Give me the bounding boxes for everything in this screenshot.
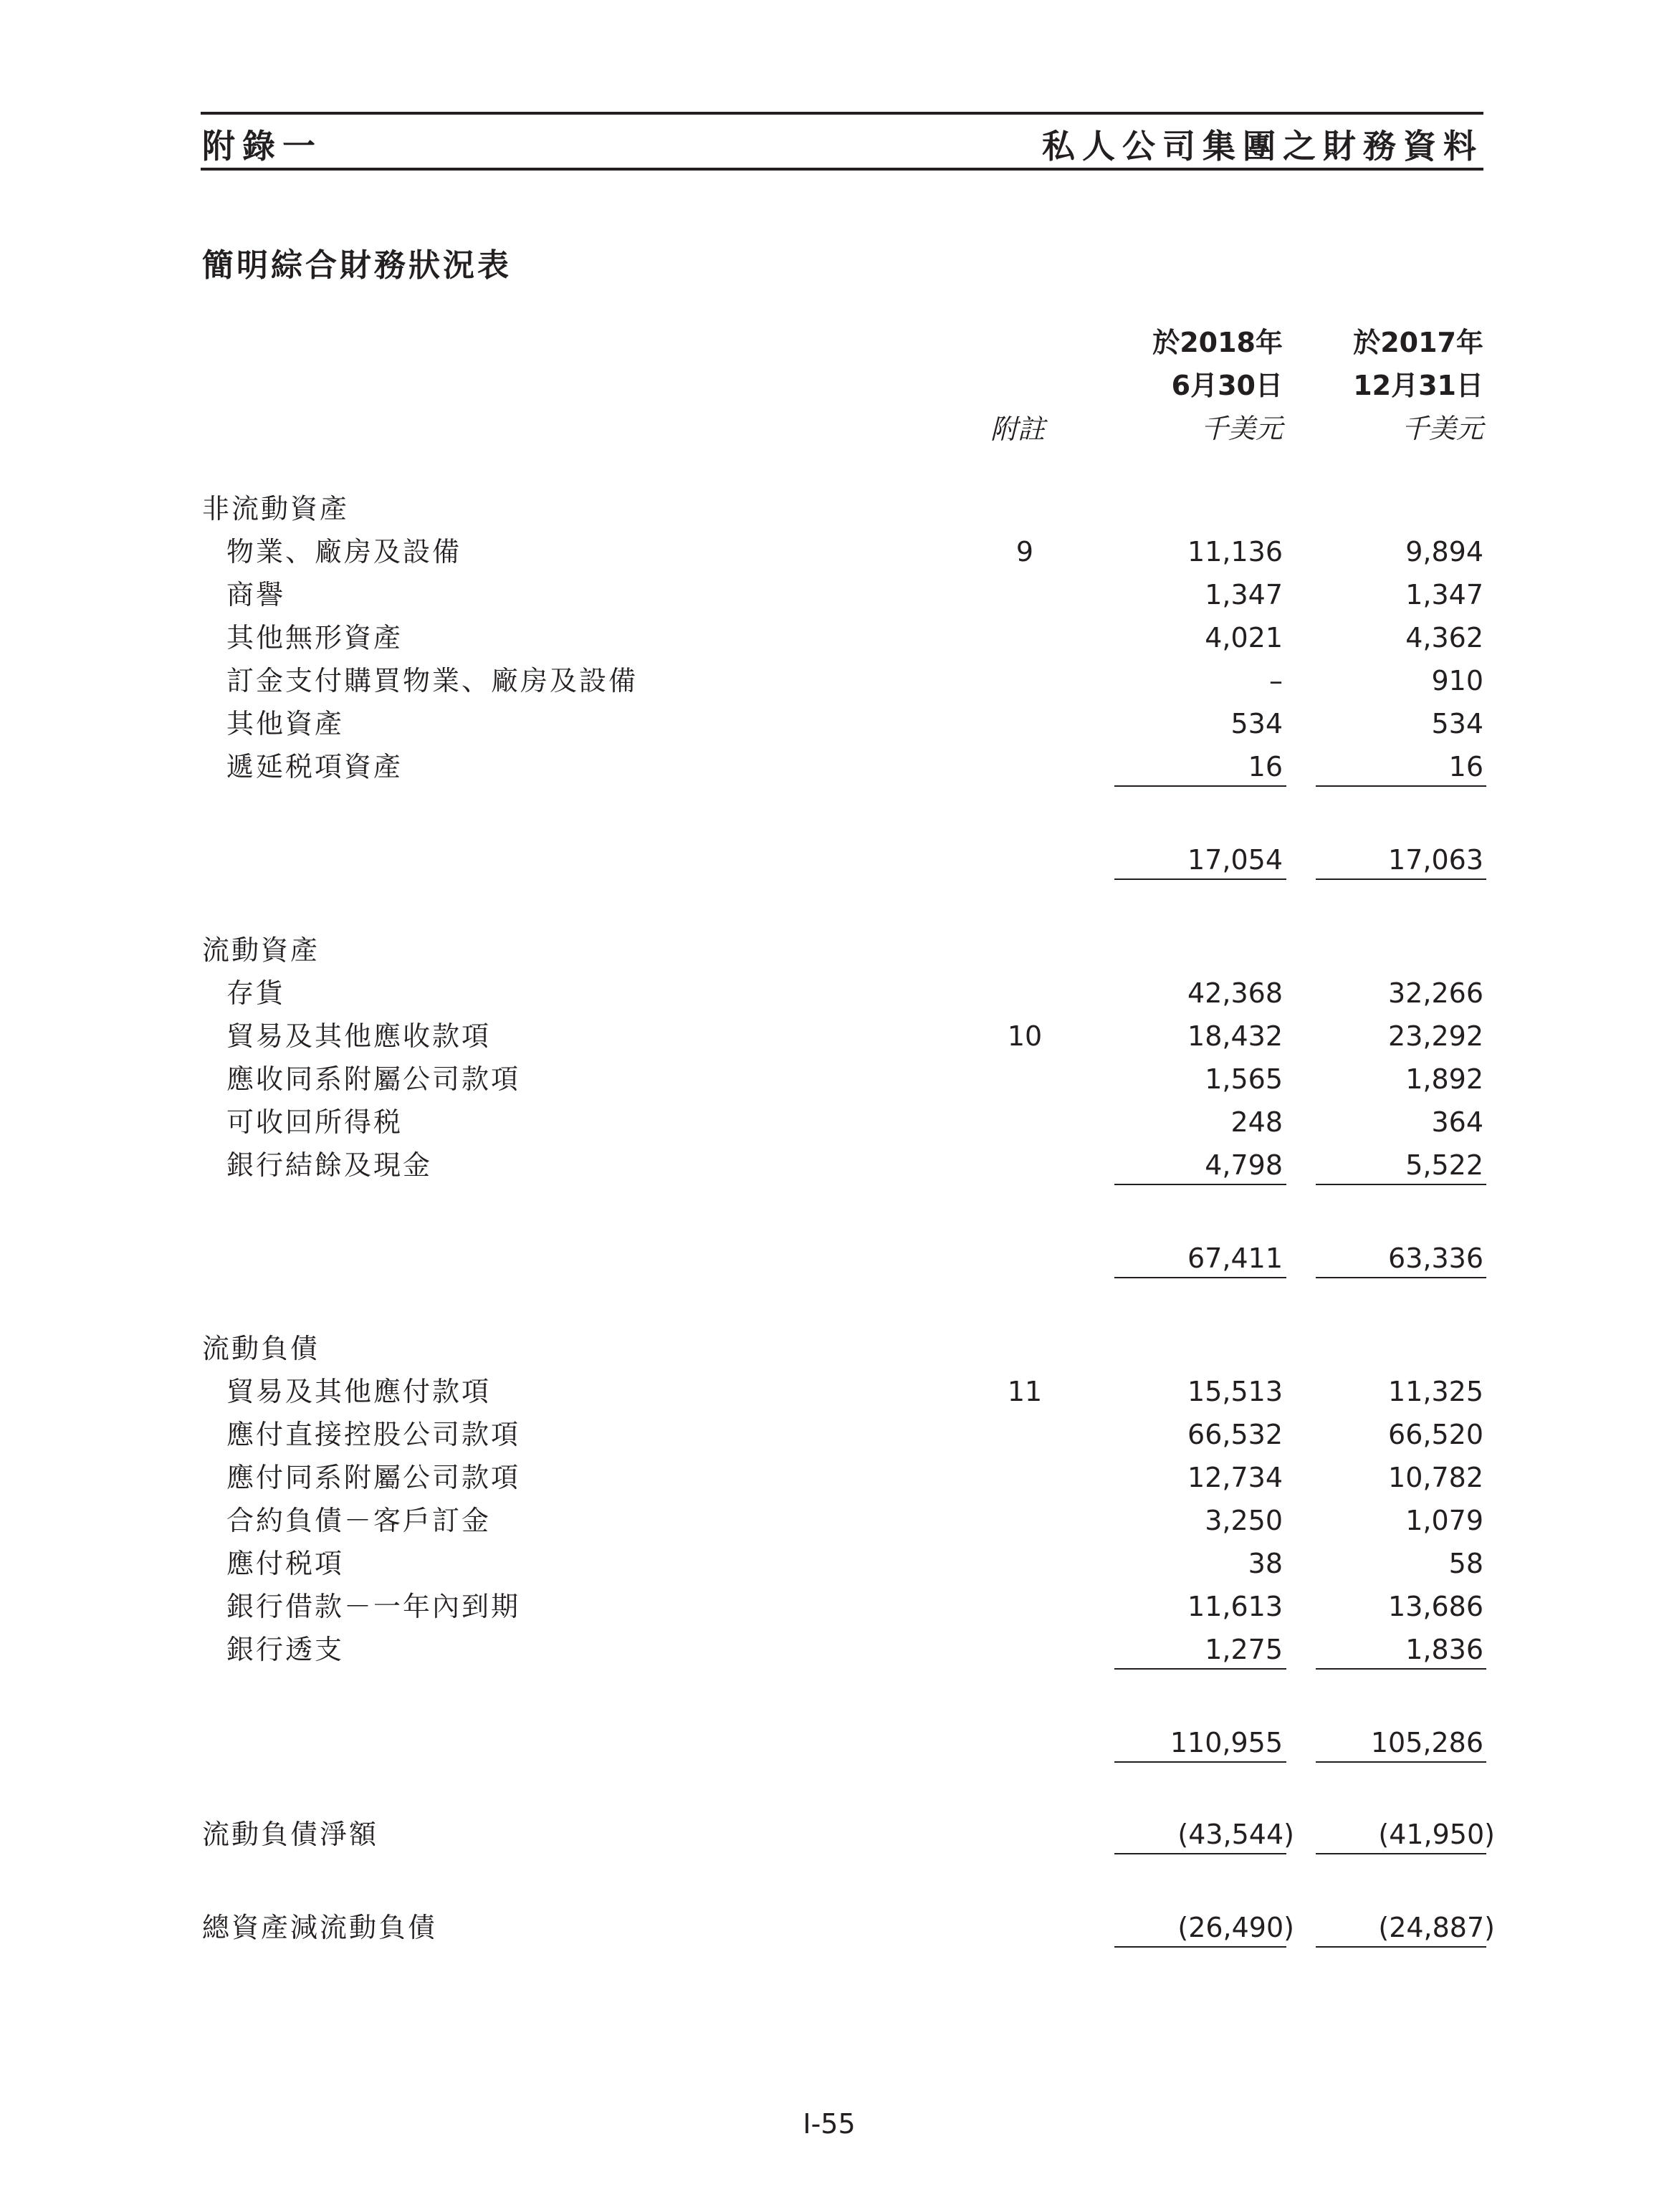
net-current-liabilities-row xyxy=(0,1813,1659,1856)
section-header-title: 私人公司集團之財務資料 xyxy=(1042,127,1483,166)
row-label: 流動負債淨額 xyxy=(202,1819,379,1850)
row-value-2018: 38 xyxy=(1248,1548,1283,1579)
row-label: 訂金支付購買物業、廠房及設備 xyxy=(226,665,639,696)
row-value-2017: 1,836 xyxy=(1405,1634,1483,1665)
total-value-2017: 63,336 xyxy=(1388,1243,1483,1274)
total-value-2017: 105,286 xyxy=(1370,1727,1483,1758)
row-label: 銀行結餘及現金 xyxy=(226,1149,433,1181)
row-note: 10 xyxy=(1007,1020,1043,1052)
statement-title: 簡明綜合財務狀況表 xyxy=(202,247,512,284)
table-row xyxy=(0,1101,1659,1144)
row-value-2018: (26,490) xyxy=(1177,1912,1294,1943)
column-header-2017 xyxy=(1304,321,1483,450)
row-value-2018: – xyxy=(1269,665,1283,696)
header-top-rule xyxy=(201,112,1483,115)
row-value-2017: 9,894 xyxy=(1405,536,1483,568)
subtotal-rule xyxy=(1316,785,1486,787)
row-value-2017: 11,325 xyxy=(1388,1376,1483,1407)
subtotal-rule xyxy=(1114,1668,1286,1670)
section-heading-non-current-assets xyxy=(0,487,1659,530)
table-row xyxy=(0,573,1659,616)
total-rule xyxy=(1316,878,1486,880)
row-value-2018: 248 xyxy=(1230,1106,1283,1138)
table-row xyxy=(0,972,1659,1015)
subtotal-rule xyxy=(1114,1184,1286,1185)
table-row xyxy=(0,1456,1659,1499)
table-row xyxy=(0,1015,1659,1058)
section-heading-current-assets xyxy=(0,929,1659,972)
row-value-2017: 32,266 xyxy=(1388,977,1483,1009)
table-row xyxy=(0,745,1659,788)
row-value-2018: 11,613 xyxy=(1187,1591,1283,1622)
total-rule xyxy=(1316,1946,1486,1948)
row-value-2017: 13,686 xyxy=(1388,1591,1483,1622)
row-label: 貿易及其他應收款項 xyxy=(226,1020,492,1052)
column-2017-date-line2: 12月31日 xyxy=(1353,370,1483,401)
subtotal-rule xyxy=(1316,1184,1486,1185)
subtotal-rule xyxy=(1316,1668,1486,1670)
row-label: 總資產減流動負債 xyxy=(202,1912,438,1943)
column-2018-unit: 千美元 xyxy=(1200,413,1283,444)
row-value-2018: 3,250 xyxy=(1205,1505,1283,1536)
row-value-2017: 1,347 xyxy=(1405,579,1483,611)
row-value-2018: 1,347 xyxy=(1205,579,1283,611)
section-total-row xyxy=(0,1721,1659,1764)
total-rule xyxy=(1114,1853,1286,1854)
column-2017-date-line1: 於2017年 xyxy=(1353,327,1483,358)
table-row xyxy=(0,616,1659,659)
table-row xyxy=(0,1413,1659,1456)
row-value-2017: 66,520 xyxy=(1388,1419,1483,1450)
row-value-2018: 4,021 xyxy=(1205,622,1283,653)
row-value-2018: 12,734 xyxy=(1187,1462,1283,1493)
row-value-2017: (24,887) xyxy=(1378,1912,1495,1943)
row-value-2018: 11,136 xyxy=(1187,536,1283,568)
row-value-2018: (43,544) xyxy=(1177,1819,1294,1850)
row-value-2017: 4,362 xyxy=(1405,622,1483,653)
row-value-2018: 66,532 xyxy=(1187,1419,1283,1450)
column-2018-date-line1: 於2018年 xyxy=(1152,327,1283,358)
note-column-header: 附註 xyxy=(990,413,1045,445)
total-value-2018: 17,054 xyxy=(1187,844,1283,876)
row-note: 11 xyxy=(1007,1376,1043,1407)
row-value-2017: 910 xyxy=(1431,665,1483,696)
row-label: 可收回所得税 xyxy=(226,1106,403,1138)
section-heading-label: 流動資產 xyxy=(202,934,320,966)
header-bottom-rule xyxy=(201,168,1483,171)
row-label: 物業、廠房及設備 xyxy=(226,536,462,568)
row-value-2017: 364 xyxy=(1431,1106,1483,1138)
section-heading-current-liabilities xyxy=(0,1327,1659,1370)
row-value-2017: (41,950) xyxy=(1378,1819,1495,1850)
section-heading-label: 非流動資產 xyxy=(202,493,350,525)
table-row xyxy=(0,659,1659,702)
row-label: 應付同系附屬公司款項 xyxy=(226,1462,521,1493)
row-label: 應付直接控股公司款項 xyxy=(226,1419,521,1450)
total-rule xyxy=(1114,1946,1286,1948)
row-value-2018: 4,798 xyxy=(1205,1149,1283,1181)
total-value-2018: 110,955 xyxy=(1170,1727,1283,1758)
table-row xyxy=(0,1585,1659,1628)
section-heading-label: 流動負債 xyxy=(202,1333,320,1364)
total-assets-less-current-liabilities-row xyxy=(0,1906,1659,1949)
row-value-2017: 1,079 xyxy=(1405,1505,1483,1536)
total-rule xyxy=(1316,1761,1486,1763)
row-label: 遞延税項資產 xyxy=(226,751,403,782)
appendix-label: 附錄一 xyxy=(202,127,322,166)
row-value-2017: 58 xyxy=(1448,1548,1483,1579)
column-header-2018 xyxy=(1104,321,1283,450)
total-rule xyxy=(1114,878,1286,880)
row-label: 銀行透支 xyxy=(226,1634,345,1665)
row-label: 存貨 xyxy=(226,977,286,1009)
total-value-2018: 67,411 xyxy=(1187,1243,1283,1274)
row-note: 9 xyxy=(1015,536,1034,568)
section-total-row xyxy=(0,1237,1659,1280)
total-rule xyxy=(1114,1277,1286,1278)
row-label: 合約負債－客戶訂金 xyxy=(226,1505,492,1536)
row-label: 其他無形資產 xyxy=(226,622,403,653)
row-value-2017: 534 xyxy=(1431,708,1483,739)
row-value-2017: 10,782 xyxy=(1388,1462,1483,1493)
section-total-row xyxy=(0,838,1659,881)
column-2018-date-line2: 6月30日 xyxy=(1171,370,1283,401)
page-number: I-55 xyxy=(803,2108,856,2140)
row-value-2018: 16 xyxy=(1248,751,1283,782)
row-value-2018: 42,368 xyxy=(1187,977,1283,1009)
total-rule xyxy=(1316,1853,1486,1854)
row-label: 應付税項 xyxy=(226,1548,345,1579)
row-value-2018: 15,513 xyxy=(1187,1376,1283,1407)
row-value-2017: 23,292 xyxy=(1388,1020,1483,1052)
row-value-2017: 16 xyxy=(1448,751,1483,782)
table-row xyxy=(0,702,1659,745)
total-rule xyxy=(1114,1761,1286,1763)
row-label: 貿易及其他應付款項 xyxy=(226,1376,492,1407)
table-row xyxy=(0,1144,1659,1187)
table-row xyxy=(0,530,1659,573)
row-label: 其他資產 xyxy=(226,708,345,739)
row-value-2018: 534 xyxy=(1230,708,1283,739)
column-2017-unit: 千美元 xyxy=(1401,413,1483,444)
table-row xyxy=(0,1370,1659,1413)
total-rule xyxy=(1316,1277,1486,1278)
total-value-2017: 17,063 xyxy=(1388,844,1483,876)
table-row xyxy=(0,1542,1659,1585)
table-row xyxy=(0,1628,1659,1671)
row-value-2018: 1,565 xyxy=(1205,1063,1283,1095)
row-label: 應收同系附屬公司款項 xyxy=(226,1063,521,1095)
table-row xyxy=(0,1499,1659,1542)
row-value-2018: 1,275 xyxy=(1205,1634,1283,1665)
row-label: 商譽 xyxy=(226,579,286,611)
subtotal-rule xyxy=(1114,785,1286,787)
row-value-2018: 18,432 xyxy=(1187,1020,1283,1052)
row-label: 銀行借款－一年內到期 xyxy=(226,1591,521,1622)
row-value-2017: 5,522 xyxy=(1405,1149,1483,1181)
row-value-2017: 1,892 xyxy=(1405,1063,1483,1095)
table-row xyxy=(0,1058,1659,1101)
